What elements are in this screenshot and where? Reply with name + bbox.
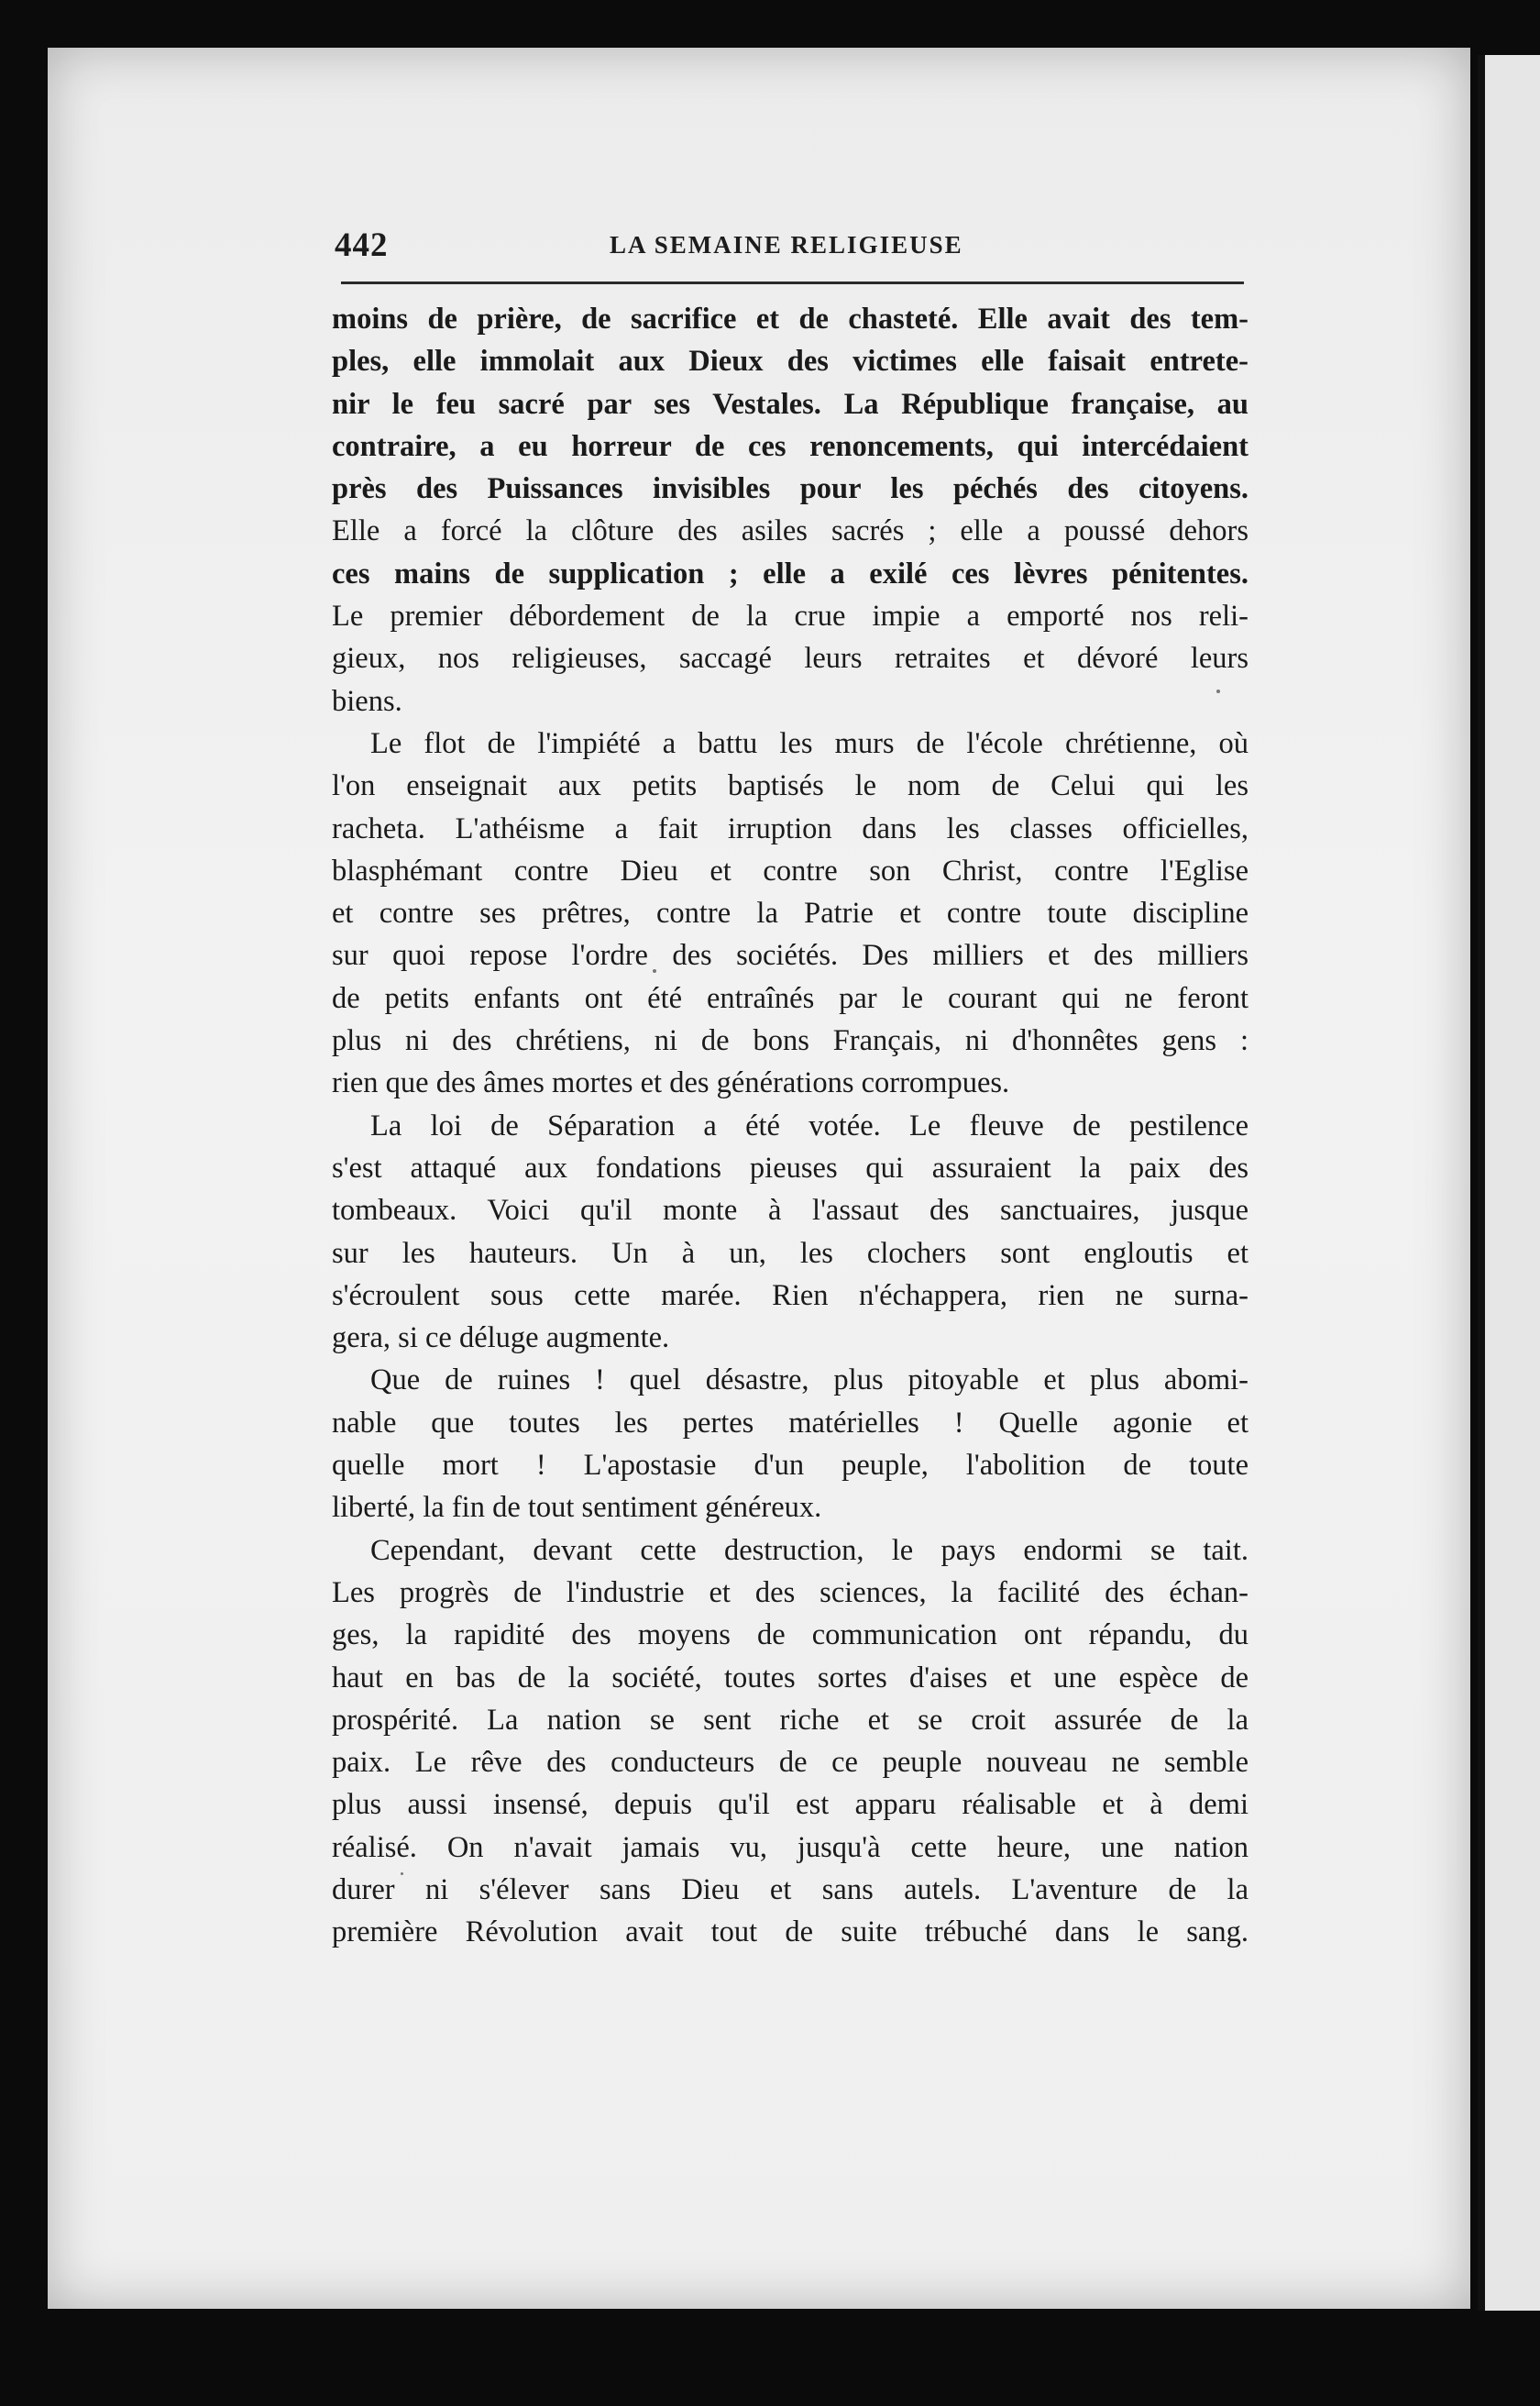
text-line: près des Puissances invisibles pour les péchés des citoyens. [332,472,1248,506]
page-number: 442 [335,226,389,264]
body-text [332,298,1248,1954]
page-header [284,226,1247,266]
text-line: Cependant, devant cette destruction, le pays endormi se tait. [370,1533,1248,1567]
text-line: plus ni des chrétiens, ni de bons Français, ni d'honnêtes gens : [332,1024,1248,1058]
text-line: sur quoi repose l'ordre des sociétés. Des milliers et des milliers [332,939,1248,973]
header-rule [341,281,1244,284]
text-line: haut en bas de la société, toutes sortes d'aises et une espèce de [332,1661,1248,1694]
text-line: La loi de Séparation a été votée. Le fleuve de pestilence [370,1109,1248,1142]
facing-page-edge [1478,55,1540,2311]
text-line: sur les hauteurs. Un à un, les clochers sont engloutis et [332,1236,1248,1270]
text-line: et contre ses prêtres, contre la Patrie et contre toute discipline [332,897,1248,931]
text-line: Les progrès de l'industrie et des sciences, la facilité des échan- [332,1575,1248,1609]
text-line: durer ni s'élever sans Dieu et sans autels. L'aventure de la [332,1872,1248,1906]
text-line: Le premier débordement de la crue impie a emporté nos reli- [332,600,1248,634]
text-line: s'est attaqué aux fondations pieuses qui assuraient la paix des [332,1151,1248,1185]
text-line: ples, elle immolait aux Dieux des victimes elle faisait entrete- [332,345,1248,379]
text-line: prospérité. La nation se sent riche et se croit assurée de la [332,1703,1248,1737]
text-line: première Révolution avait tout de suite trébuché dans le sang. [332,1915,1248,1949]
running-title: LA SEMAINE RELIGIEUSE [610,231,963,259]
text-line: contraire, a eu horreur de ces renoncements, qui intercédaient [332,429,1248,463]
text-line: racheta. L'athéisme a fait irruption dans les classes officielles, [332,811,1248,845]
text-line: Elle a forcé la clôture des asiles sacrés ; elle a poussé dehors [332,514,1248,548]
text-line: quelle mort ! L'apostasie d'un peuple, l'abolition de toute [332,1449,1248,1483]
text-line: nir le feu sacré par ses Vestales. La République française, au [332,387,1248,421]
text-line: Le flot de l'impiété a battu les murs de l'école chrétienne, où [370,726,1248,760]
text-line: blasphémant contre Dieu et contre son Christ, contre l'Eglise [332,854,1248,888]
text-line: tombeaux. Voici qu'il monte à l'assaut des sanctuaires, jusque [332,1194,1248,1228]
text-line: Que de ruines ! quel désastre, plus pitoyable et plus abomi- [370,1363,1248,1397]
text-line: biens. [332,684,402,718]
text-line: plus aussi insensé, depuis qu'il est apparu réalisable et à demi [332,1788,1248,1822]
text-line: de petits enfants ont été entraînés par le courant qui ne feront [332,981,1248,1015]
text-line: l'on enseignait aux petits baptisés le nom de Celui qui les [332,769,1248,803]
text-line: paix. Le rêve des conducteurs de ce peuple nouveau ne semble [332,1746,1248,1780]
text-line: ges, la rapidité des moyens de communication ont répandu, du [332,1618,1248,1652]
text-line: liberté, la fin de tout sentiment généreux. [332,1491,822,1525]
text-line: rien que des âmes mortes et des générations corrompues. [332,1066,1010,1100]
text-line: gieux, nos religieuses, saccagé leurs retraites et dévoré leurs [332,642,1248,676]
text-line: moins de prière, de sacrifice et de chasteté. Elle avait des tem- [332,303,1248,336]
text-line: s'écroulent sous cette marée. Rien n'échappera, rien ne surna- [332,1278,1248,1312]
text-line: ces mains de supplication ; elle a exilé ces lèvres pénitentes. [332,557,1248,590]
text-line: réalisé. On n'avait jamais vu, jusqu'à cette heure, une nation [332,1830,1248,1864]
text-line: nable que toutes les pertes matérielles ! Quelle agonie et [332,1406,1248,1440]
text-line: gera, si ce déluge augmente. [332,1321,670,1355]
